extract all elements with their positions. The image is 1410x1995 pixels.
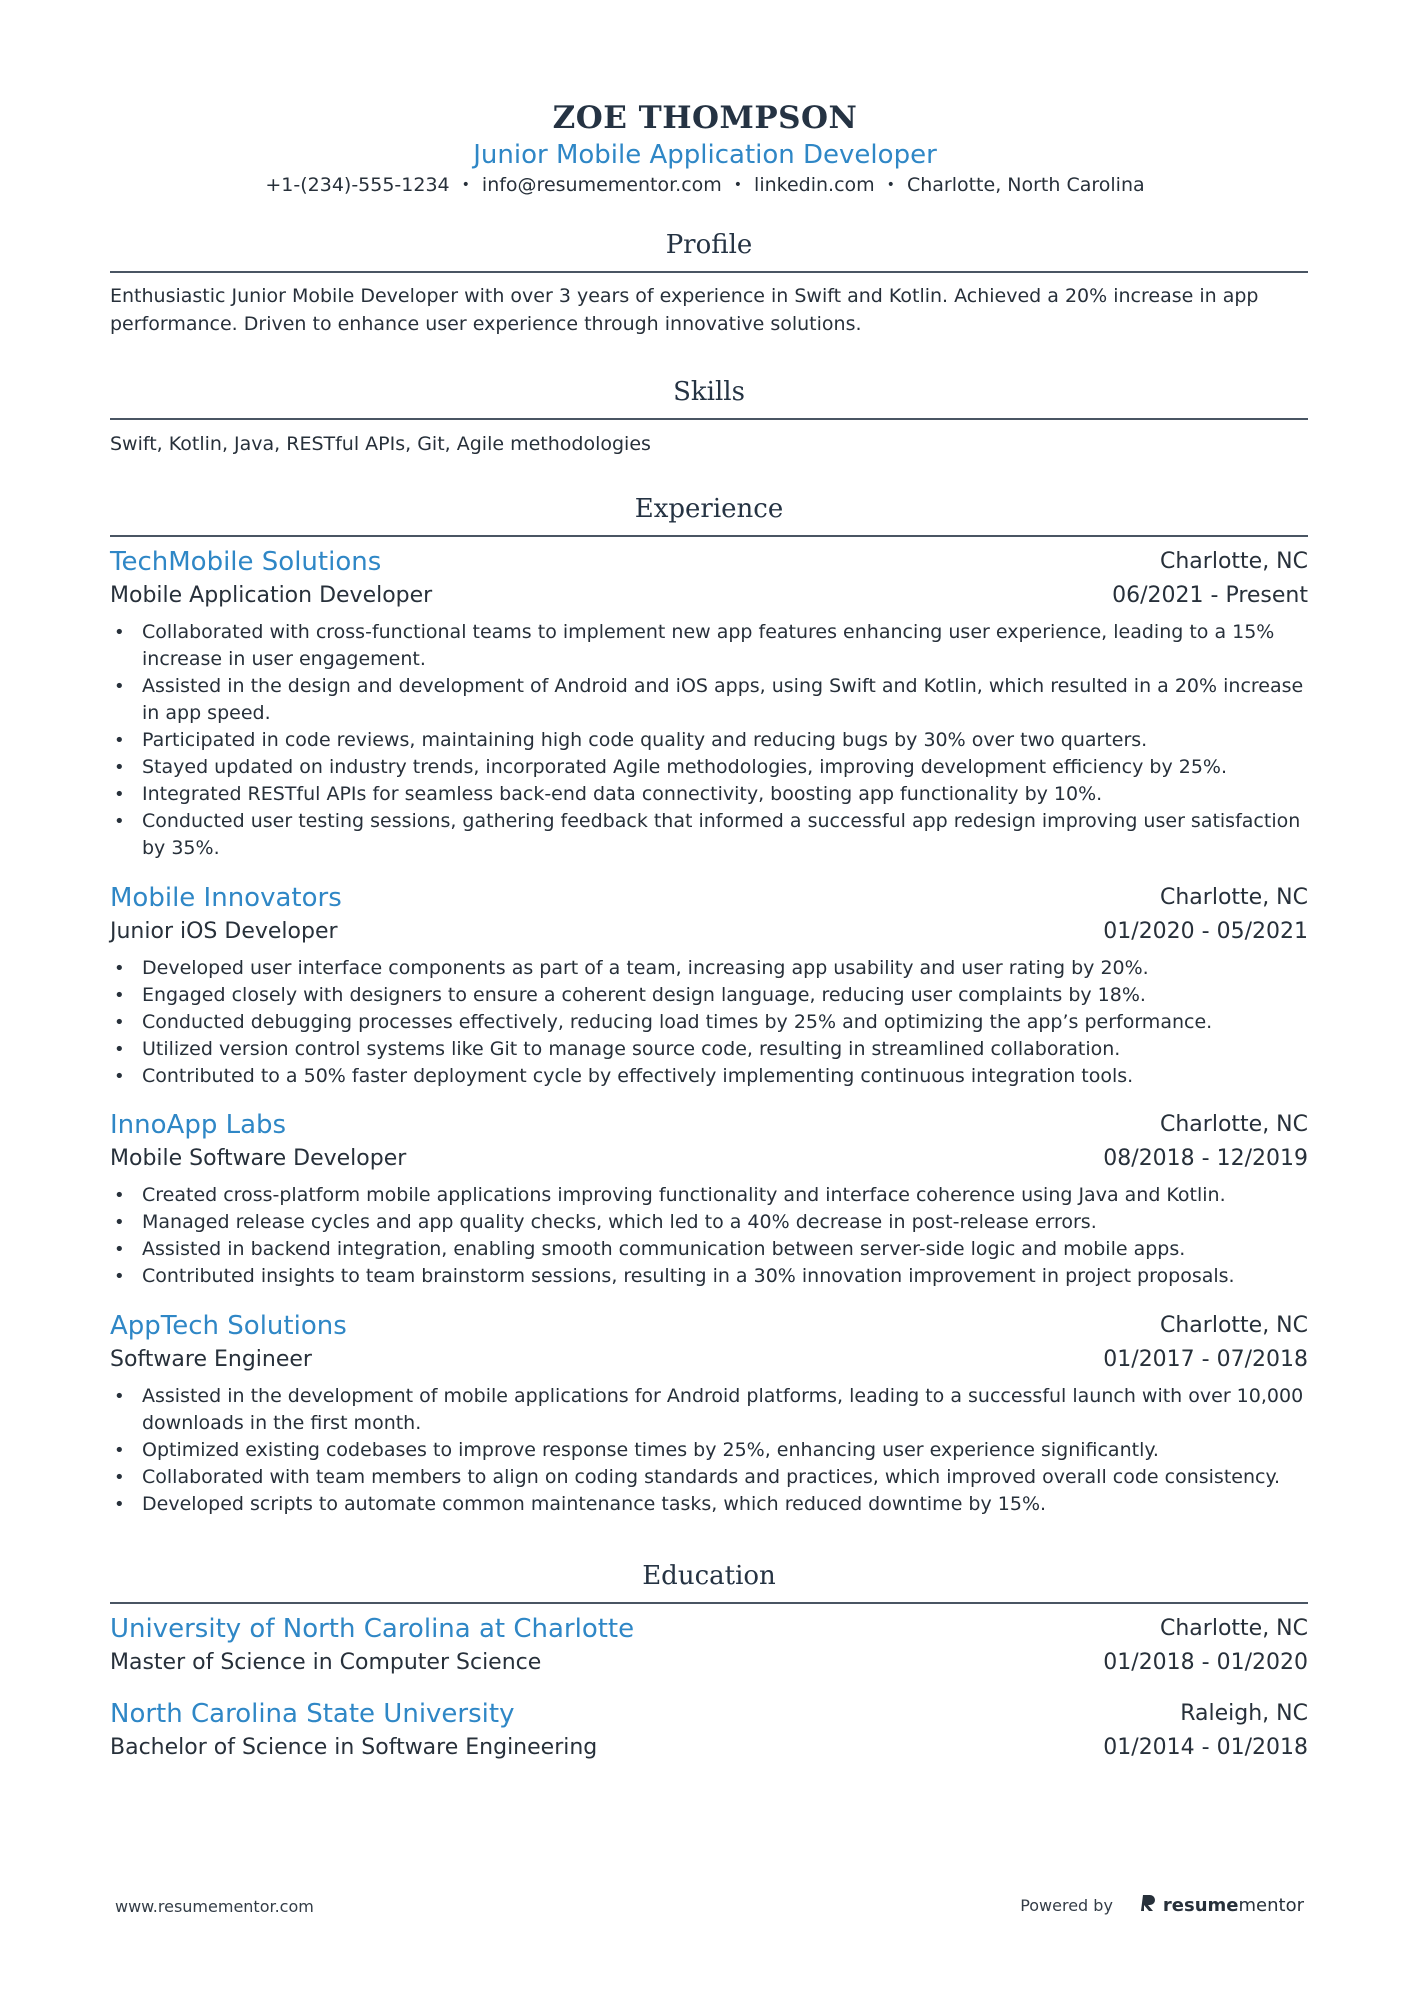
bullet-item: • Integrated RESTful APIs for seamless back-end data connectivity, boosting app functionality by 10%. <box>110 781 1308 808</box>
education-header <box>110 1699 1308 1733</box>
job-subheader <box>110 1146 1308 1180</box>
location: Charlotte, North Carolina <box>906 174 1145 196</box>
job-dates: 08/2018 - 12/2019 <box>1103 1146 1308 1171</box>
company-name: Mobile Innovators <box>110 883 342 913</box>
brand-name-part1: resume <box>1162 1895 1239 1916</box>
job-dates: 06/2021 - Present <box>1112 583 1308 608</box>
education-subheader <box>110 1735 1308 1769</box>
school-name: University of North Carolina at Charlotte <box>110 1614 635 1644</box>
contact-line <box>0 174 1410 196</box>
job-subheader <box>110 1347 1308 1381</box>
footer-website[interactable]: www.resumementor.com <box>115 1897 314 1916</box>
job-bullets <box>110 1182 1308 1290</box>
brand-name-part2: mentor <box>1238 1895 1304 1916</box>
bullet-item: • Stayed updated on industry trends, incorporated Agile methodologies, improving development efficiency by 25%. <box>110 754 1308 781</box>
candidate-name: ZOE THOMPSON <box>552 100 858 136</box>
linkedin[interactable]: linkedin.com <box>754 174 875 196</box>
school-name: North Carolina State University <box>110 1699 515 1729</box>
powered-by-label: Powered by <box>1020 1896 1113 1915</box>
job-role: Junior iOS Developer <box>110 919 338 944</box>
job-location: Charlotte, NC <box>1160 549 1308 574</box>
bullet-item: • Created cross-platform mobile applications improving functionality and interface coherence using Java and Kotlin. <box>110 1182 1308 1209</box>
bullet-item: • Developed user interface components as part of a team, increasing app usability and user rating by 20%. <box>110 955 1308 982</box>
education-dates: 01/2014 - 01/2018 <box>1103 1735 1308 1760</box>
job-role: Software Engineer <box>110 1347 312 1372</box>
separator-dot: • <box>461 177 470 193</box>
job-header <box>110 1110 1308 1144</box>
job-dates: 01/2020 - 05/2021 <box>1103 919 1308 944</box>
bullet-item: • Assisted in the development of mobile applications for Android platforms, leading to a successful launch with over 10,000 downloads in the first month. <box>110 1383 1308 1437</box>
job-header <box>110 1311 1308 1345</box>
bullet-item: • Assisted in the design and development of Android and iOS apps, using Swift and Kotlin, which resulted in a 20% increase in app speed. <box>110 673 1308 727</box>
brand-logo[interactable] <box>1141 1893 1304 1918</box>
bullet-item: • Conducted user testing sessions, gathering feedback that informed a successful app redesign improving user satisfaction by 35%. <box>110 808 1308 862</box>
section-divider <box>110 1602 1308 1604</box>
phone: +1-(234)-555-1234 <box>265 174 450 196</box>
job-role: Mobile Application Developer <box>110 583 433 608</box>
job-location: Charlotte, NC <box>1160 885 1308 910</box>
section-title-experience: Experience <box>634 494 784 524</box>
school-location: Charlotte, NC <box>1160 1616 1308 1641</box>
job-subheader <box>110 919 1308 953</box>
bullet-item: • Contributed to a 50% faster deployment cycle by effectively implementing continuous integration tools. <box>110 1063 1308 1090</box>
section-title-skills: Skills <box>673 377 745 407</box>
skills-text: Swift, Kotlin, Java, RESTful APIs, Git, Agile methodologies <box>110 433 651 455</box>
candidate-title: Junior Mobile Application Developer <box>473 140 937 170</box>
company-name: InnoApp Labs <box>110 1110 287 1140</box>
company-name: TechMobile Solutions <box>110 547 382 577</box>
degree: Master of Science in Computer Science <box>110 1650 542 1675</box>
job-bullets <box>110 1383 1308 1518</box>
bullet-item: • Developed scripts to automate common maintenance tasks, which reduced downtime by 15%. <box>110 1491 1308 1518</box>
section-divider <box>110 418 1308 420</box>
separator-dot: • <box>886 177 895 193</box>
section-title-profile: Profile <box>665 230 753 260</box>
resumementor-logo-icon <box>1141 1893 1157 1918</box>
bullet-item: • Assisted in backend integration, enabling smooth communication between server-side logic and mobile apps. <box>110 1236 1308 1263</box>
education-dates: 01/2018 - 01/2020 <box>1103 1650 1308 1675</box>
job-header <box>110 883 1308 917</box>
job-bullets <box>110 955 1308 1090</box>
bullet-item: • Participated in code reviews, maintaining high code quality and reducing bugs by 30% over two quarters. <box>110 727 1308 754</box>
education-subheader <box>110 1650 1308 1684</box>
separator-dot: • <box>733 177 743 193</box>
section-title-education: Education <box>642 1561 776 1591</box>
job-location: Charlotte, NC <box>1160 1313 1308 1338</box>
footer-branding <box>1020 1893 1304 1918</box>
bullet-item: • Engaged closely with designers to ensure a coherent design language, reducing user complaints by 18%. <box>110 982 1308 1009</box>
bullet-item: • Utilized version control systems like Git to manage source code, resulting in streamlined collaboration. <box>110 1036 1308 1063</box>
school-location: Raleigh, NC <box>1180 1701 1308 1726</box>
job-bullets <box>110 619 1308 862</box>
email[interactable]: info@resumementor.com <box>481 174 722 196</box>
job-header <box>110 547 1308 581</box>
education-header <box>110 1614 1308 1648</box>
job-dates: 01/2017 - 07/2018 <box>1103 1347 1308 1372</box>
profile-text: Enthusiastic Junior Mobile Developer with over 3 years of experience in Swift and Kotlin. Achieved a 20% increase in app performance. Driven to enhance user experience through innovative solutions. <box>110 285 1259 335</box>
bullet-item: • Managed release cycles and app quality checks, which led to a 40% decrease in post-release errors. <box>110 1209 1308 1236</box>
section-divider <box>110 535 1308 537</box>
bullet-item: • Contributed insights to team brainstorm sessions, resulting in a 30% innovation improvement in project proposals. <box>110 1263 1308 1290</box>
section-divider <box>110 271 1308 273</box>
bullet-item: • Collaborated with team members to align on coding standards and practices, which improved overall code consistency. <box>110 1464 1308 1491</box>
bullet-item: • Collaborated with cross-functional teams to implement new app features enhancing user experience, leading to a 15% increase in user engagement. <box>110 619 1308 673</box>
company-name: AppTech Solutions <box>110 1311 347 1341</box>
job-location: Charlotte, NC <box>1160 1112 1308 1137</box>
bullet-item: • Conducted debugging processes effectively, reducing load times by 25% and optimizing the app’s performance. <box>110 1009 1308 1036</box>
job-role: Mobile Software Developer <box>110 1146 407 1171</box>
job-subheader <box>110 583 1308 617</box>
bullet-item: • Optimized existing codebases to improve response times by 25%, enhancing user experience significantly. <box>110 1437 1308 1464</box>
degree: Bachelor of Science in Software Engineering <box>110 1735 598 1760</box>
